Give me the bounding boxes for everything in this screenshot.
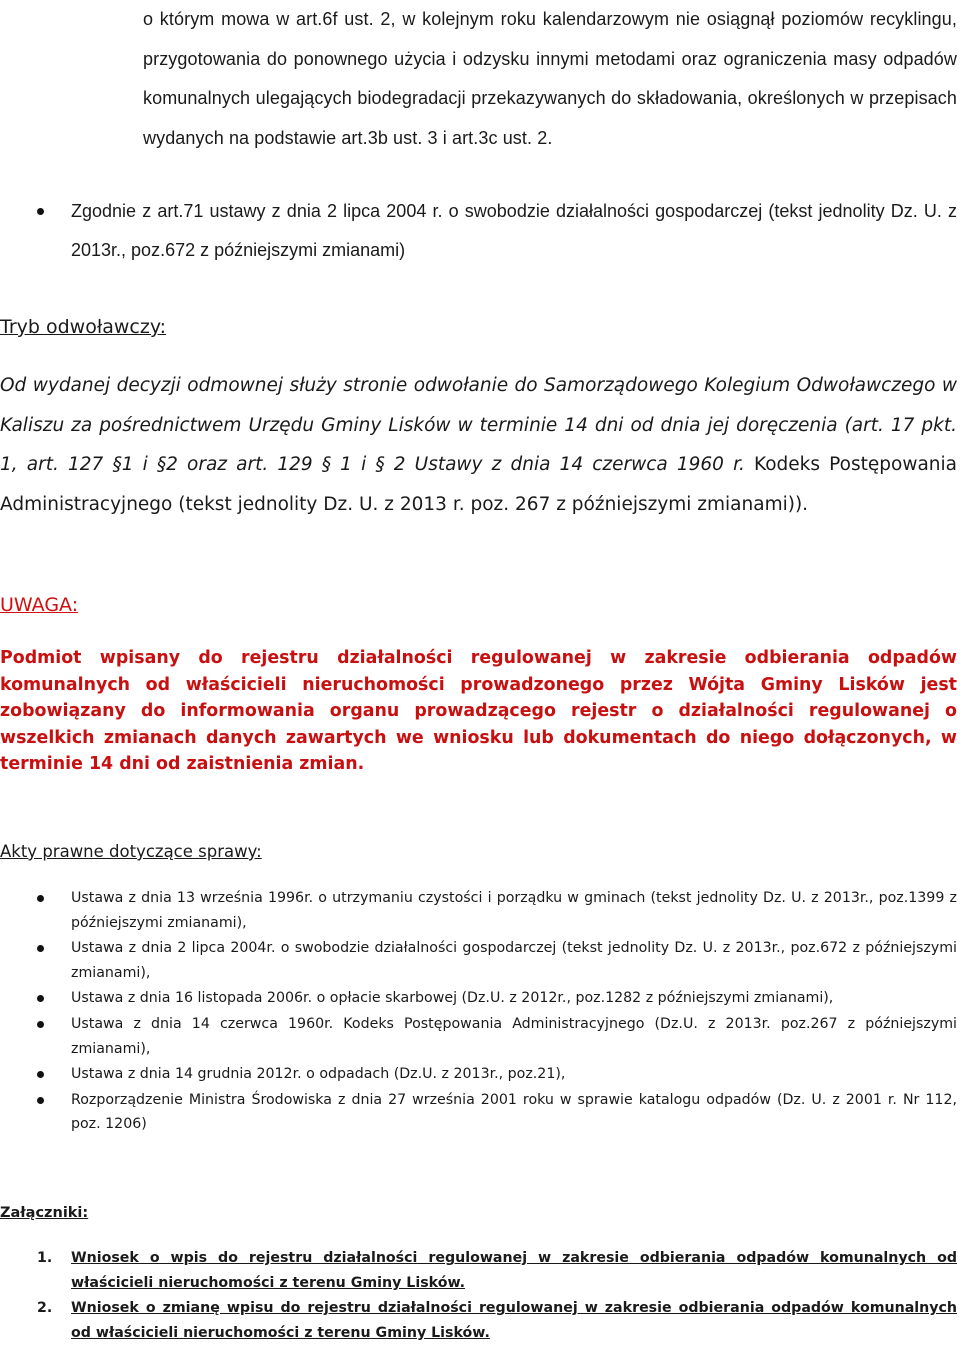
- attachments-heading: Załączniki:: [0, 1205, 89, 1221]
- bullet-icon: [37, 995, 44, 1002]
- list-item: [0, 986, 960, 1011]
- legal-acts-list: [0, 886, 960, 1137]
- list-item: [0, 936, 960, 985]
- legal-act-text: Rozporządzenie Ministra Środowiska z dnia 27 września 2001 roku w sprawie katalogu odpadów (Dz. U. z 2001 r. Nr 112, poz. 1206): [71, 1091, 957, 1133]
- attachments-list: [0, 1246, 960, 1345]
- attachment-number: 1.: [37, 1250, 53, 1266]
- legal-act-text: Ustawa z dnia 13 września 1996r. o utrzymaniu czystości i porządku w gminach (tekst jednolity Dz. U. z 2013r., poz.1399 z późniejszymi zmianami),: [71, 890, 957, 931]
- bullet-icon: [37, 1071, 44, 1078]
- list-item: [0, 1062, 960, 1087]
- legal-act-text: Ustawa z dnia 2 lipca 2004r. o swobodzie działalności gospodarczej (tekst jednolity Dz. U. z 2013r., poz.672 z późniejszymi zmianami),: [71, 940, 957, 981]
- attachment-link[interactable]: Wniosek o wpis do rejestru działalności regulowanej w zakresie odbierania odpadów komunalnych od właścicieli nieruchomości z terenu Gminy Lisków.: [71, 1250, 957, 1291]
- appeal-heading: Tryb odwoławczy:: [0, 316, 167, 338]
- attachment-number: 2.: [37, 1300, 53, 1317]
- notice-heading: UWAGA:: [0, 594, 79, 616]
- legal-act-text: Ustawa z dnia 14 czerwca 1960r. Kodeks Postępowania Administracyjnego (Dz.U. z 2013r. poz.267 z późniejszymi zmianami),: [71, 1015, 957, 1057]
- legal-act-text: Ustawa z dnia 14 grudnia 2012r. o odpadach (Dz.U. z 2013r., poz.21),: [71, 1066, 566, 1083]
- list-item: [0, 1246, 960, 1295]
- attachment-link[interactable]: Wniosek o zmianę wpisu do rejestru działalności regulowanej w zakresie odbierania odpadów komunalnych od właścicieli nieruchomości z terenu Gminy Lisków.: [71, 1300, 957, 1341]
- bullet-icon: [37, 895, 44, 902]
- list-item: [0, 1012, 960, 1061]
- legal-acts-heading: Akty prawne dotyczące sprawy:: [0, 842, 262, 861]
- continuation-paragraph: o którym mowa w art.6f ust. 2, w kolejnym roku kalendarzowym nie osiągnął poziomów recyklingu, przygotowania do ponownego użycia i odzysku innymi metodami oraz ograniczenia masy odpadów komunalnych ulegających biodegradacji przekazywanych do składowania, określonych w przepisach wydanych na podstawie art.3b ust. 3 i art.3c ust. 2.: [143, 9, 957, 148]
- appeal-body-normal: Kodeks Postępowania Administracyjnego (tekst jednolity Dz. U. z 2013 r. poz. 267 z późniejszymi zmianami)).: [0, 454, 957, 515]
- bullet-icon: [37, 945, 44, 952]
- bullet-icon: [37, 1021, 44, 1028]
- notice-body: Podmiot wpisany do rejestru działalności regulowanej w zakresie odbierania odpadów komunalnych od właścicieli nieruchomości prowadzonego przez Wójta Gminy Lisków jest zobowiązany do informowania organu prowadzącego rejestr o działalności regulowanej o wszelkich zmianach danych zawartych we wniosku lub dokumentach do niego dołączonych, w terminie 14 dni od zaistnienia zmian.: [0, 648, 957, 774]
- list-item: [0, 1296, 960, 1345]
- appeal-paragraph: [0, 366, 957, 524]
- list-item: [0, 886, 960, 935]
- legal-act-text: Ustawa z dnia 16 listopada 2006r. o opłacie skarbowej (Dz.U. z 2012r., poz.1282 z późniejszymi zmianami),: [71, 990, 834, 1007]
- legal-basis-text: Zgodnie z art.71 ustawy z dnia 2 lipca 2004 r. o swobodzie działalności gospodarczej (tekst jednolity Dz. U. z 2013r., poz.672 z późniejszymi zmianami): [71, 201, 957, 260]
- list-item: [0, 1088, 960, 1137]
- bullet-icon: [37, 1097, 44, 1104]
- appeal-body-italic: Od wydanej decyzji odmownej służy stronie odwołanie do Samorządowego Kolegium Odwoławczego w Kaliszu za pośrednictwem Urzędu Gminy Lisków w terminie 14 dni od dnia jej doręczenia (art. 17 pkt. 1, art. 127 §1 i §2 oraz art. 129 § 1 i § 2 Ustawy z dnia 14 czerwca 1960 r.: [0, 375, 957, 475]
- bullet-icon: [37, 208, 44, 215]
